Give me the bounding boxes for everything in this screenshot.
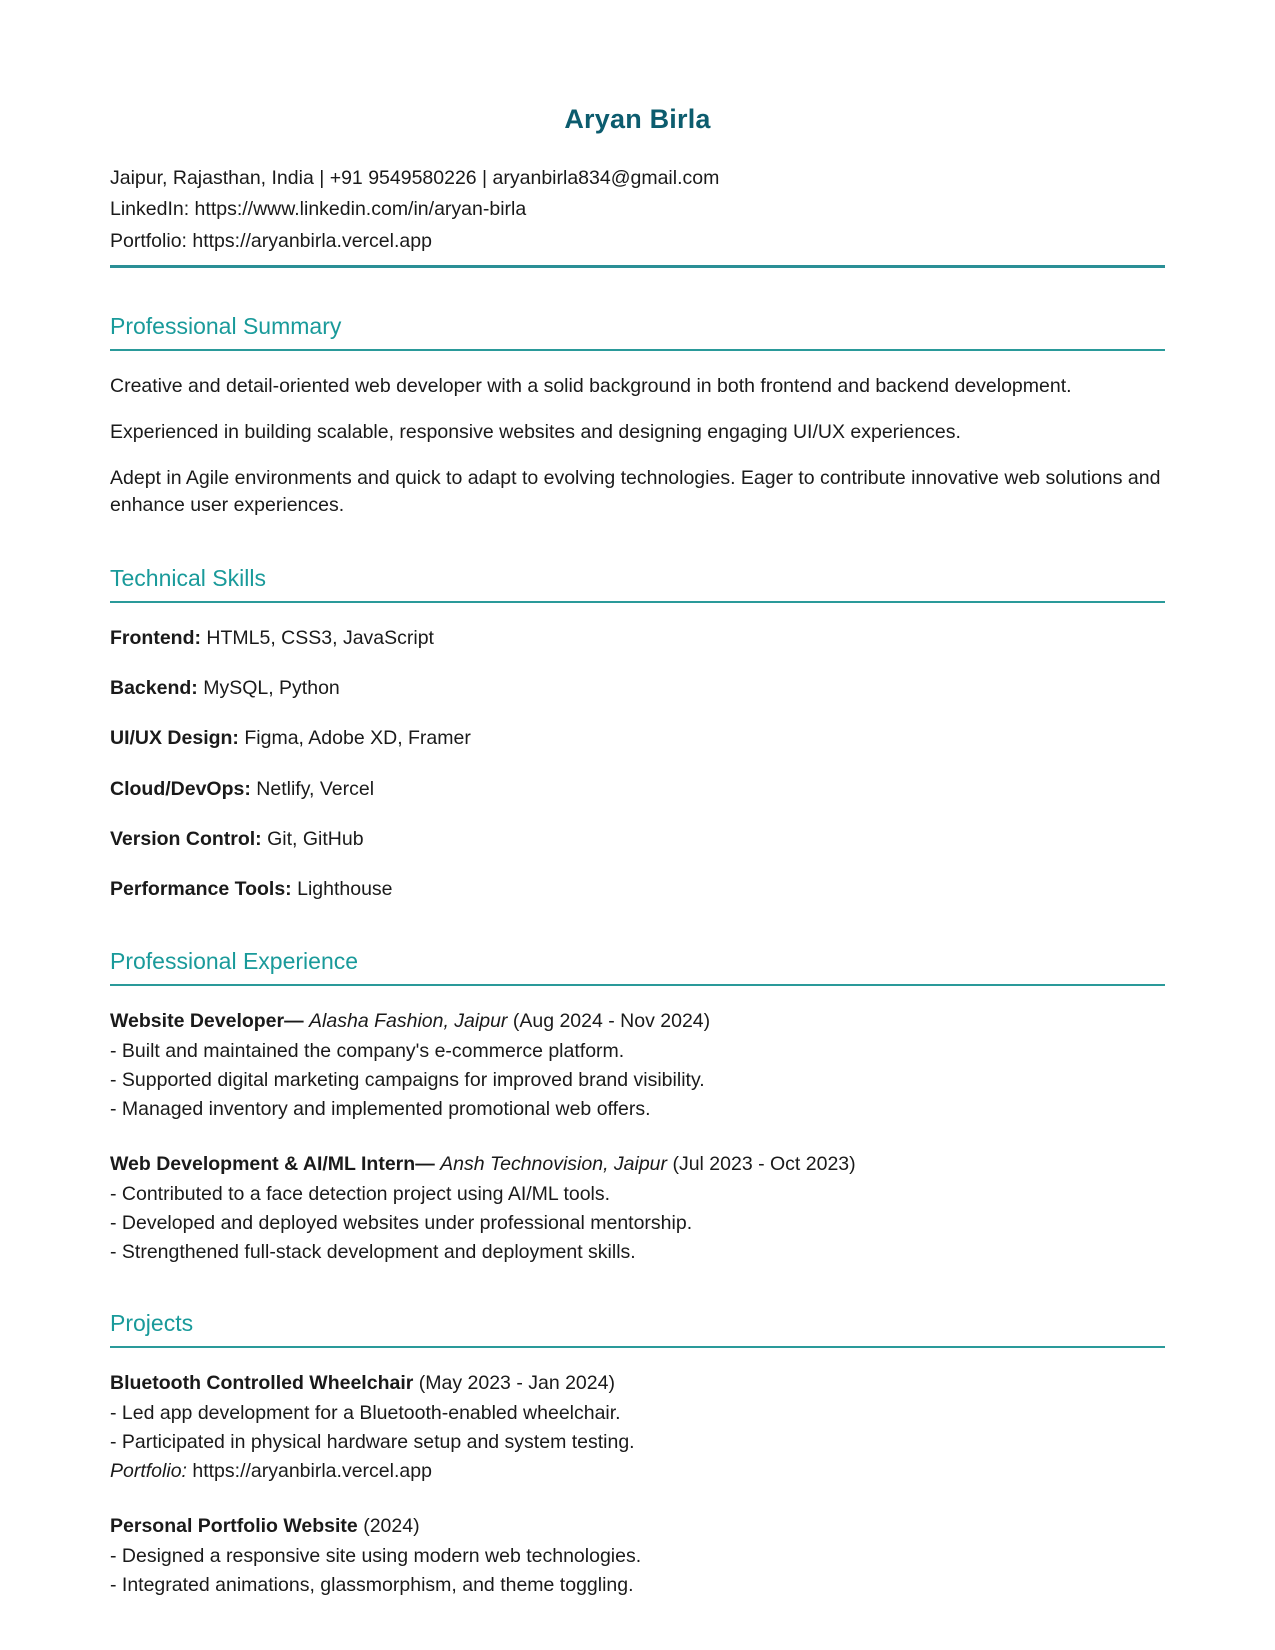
experience-bullet: - Supported digital marketing campaigns for improved brand visibility.: [110, 1069, 705, 1092]
summary-paragraph: Adept in Agile environments and quick to adapt to evolving technologies. Eager to contribute innovative web solutions and enhance user experiences.: [110, 466, 1161, 517]
contact-line-portfolio: Portfolio: https://aryanbirla.vercel.app: [110, 229, 432, 252]
experience-entry: [110, 1008, 1165, 1123]
section-technical-skills: [110, 564, 1165, 904]
experience-bullet: - Built and maintained the company's e-commerce platform.: [110, 1040, 625, 1063]
skill-row: [110, 876, 1165, 903]
skill-value: MySQL, Python: [203, 676, 340, 699]
contact-line-location: Jaipur, Rajasthan, India | +91 9549580226 | aryanbirla834@gmail.com: [110, 166, 720, 189]
project-bullet: - Designed a responsive site using modern web technologies.: [110, 1544, 642, 1567]
experience-organization: Alasha Fashion, Jaipur: [309, 1010, 508, 1033]
experience-dates: (Jul 2023 - Oct 2023): [672, 1152, 856, 1175]
project-entry-header: [110, 1370, 1165, 1397]
skill-row: [110, 625, 1165, 652]
skill-row: [110, 725, 1165, 752]
skill-label: Backend:: [110, 676, 198, 699]
section-title-experience: Professional Experience: [110, 948, 359, 975]
section-title-summary: Professional Summary: [110, 313, 342, 340]
skill-value: Netlify, Vercel: [256, 777, 375, 800]
skill-row: [110, 675, 1165, 702]
experience-entry: [110, 1151, 1165, 1266]
section-divider-projects: [110, 1346, 1165, 1348]
project-bullet: - Integrated animations, glassmorphism, and theme toggling.: [110, 1573, 634, 1596]
skill-row: [110, 826, 1165, 853]
experience-bullet: - Strengthened full-stack development and deployment skills.: [110, 1240, 636, 1263]
summary-paragraph: Creative and detail-oriented web developer with a solid background in both frontend and backend development.: [110, 375, 1072, 398]
experience-bullet: - Contributed to a face detection project using AI/ML tools.: [110, 1182, 611, 1205]
contact-line-linkedin: LinkedIn: https://www.linkedin.com/in/aryan-birla: [110, 198, 527, 221]
section-divider-skills: [110, 601, 1165, 603]
section-title-projects: Projects: [110, 1310, 194, 1337]
resume-header: [110, 0, 1165, 268]
section-title-skills: Technical Skills: [110, 564, 266, 591]
header-divider: [110, 265, 1165, 268]
skill-label: Version Control:: [110, 827, 262, 850]
section-divider-experience: [110, 984, 1165, 986]
skill-label: Frontend:: [110, 626, 201, 649]
experience-dates: (Aug 2024 - Nov 2024): [512, 1010, 711, 1033]
project-dates: (May 2023 - Jan 2024): [418, 1372, 615, 1395]
project-name: Bluetooth Controlled Wheelchair: [110, 1372, 414, 1395]
project-bullet: - Led app development for a Bluetooth-enabled wheelchair.: [110, 1402, 621, 1425]
section-projects: [110, 1309, 1165, 1598]
experience-separator: —: [284, 1010, 304, 1033]
project-entry: [110, 1513, 1165, 1599]
section-professional-experience: [110, 947, 1165, 1265]
skill-label: UI/UX Design:: [110, 727, 239, 750]
summary-paragraph: Experienced in building scalable, responsive websites and designing engaging UI/UX experiences.: [110, 420, 961, 443]
skill-value: Lighthouse: [297, 878, 393, 901]
skill-label: Performance Tools:: [110, 878, 292, 901]
section-divider-summary: [110, 349, 1165, 351]
candidate-name: Aryan Birla: [564, 104, 711, 134]
experience-bullet: - Developed and deployed websites under professional mentorship.: [110, 1211, 693, 1234]
skill-value: Git, GitHub: [267, 827, 364, 850]
skill-value: HTML5, CSS3, JavaScript: [206, 626, 434, 649]
project-bullet: - Participated in physical hardware setup and system testing.: [110, 1431, 635, 1454]
experience-organization: Ansh Technovision, Jaipur: [440, 1152, 668, 1175]
project-name: Personal Portfolio Website: [110, 1514, 358, 1537]
project-note-label: Portfolio:: [110, 1459, 187, 1482]
section-professional-summary: [110, 312, 1165, 520]
experience-separator: —: [415, 1152, 435, 1175]
experience-entry-header: [110, 1008, 1165, 1035]
experience-bullet: - Managed inventory and implemented promotional web offers.: [110, 1097, 651, 1120]
project-entry: [110, 1370, 1165, 1485]
experience-entry-header: [110, 1151, 1165, 1178]
experience-role: Web Development & AI/ML Intern: [110, 1152, 416, 1175]
project-note: [110, 1458, 1165, 1485]
project-entry-header: [110, 1513, 1165, 1540]
skill-value: Figma, Adobe XD, Framer: [244, 727, 471, 750]
skill-row: [110, 776, 1165, 803]
project-note-value: https://aryanbirla.vercel.app: [192, 1459, 432, 1482]
project-dates: (2024): [363, 1514, 420, 1537]
skill-label: Cloud/DevOps:: [110, 777, 251, 800]
experience-role: Website Developer: [110, 1010, 285, 1033]
contact-block: [110, 163, 1165, 258]
